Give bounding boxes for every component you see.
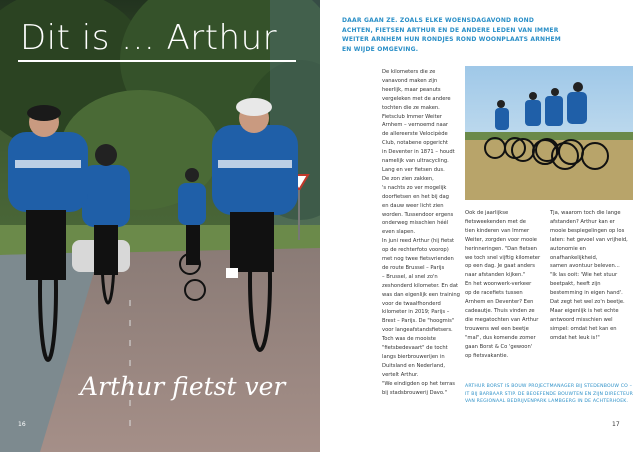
body-text-line: – Brussel, al snel zo'n xyxy=(382,273,438,280)
body-text-line: De kilometers die ze xyxy=(382,69,436,75)
body-text-line: "We eindigden op het terras xyxy=(382,380,455,387)
body-text-line: de route Brussel – Parijs xyxy=(382,264,445,271)
body-text-line: langs bierbrouwerijen in xyxy=(382,354,445,360)
body-text-line: Tja, waarom toch die lange xyxy=(550,210,621,216)
body-text-line: bij stadsbrouwerij Davo." xyxy=(382,389,447,396)
body-text-line: Ook de jaarlijkse xyxy=(465,210,509,216)
body-text-line: op de rechterfoto voorop) xyxy=(382,247,449,254)
body-text-line: voor langeafstandsfietsers. xyxy=(382,327,453,334)
body-text-line: Maar eigenlijk is het echte xyxy=(550,307,619,314)
body-text-line: trouwens wel een beetje xyxy=(465,325,529,332)
body-text-line: "mal", dus komende zomer xyxy=(465,334,536,341)
page-number-left: 16 xyxy=(18,421,26,428)
body-text-line: Weiter, zorgden voor mooie xyxy=(465,236,537,243)
group-ride-photo xyxy=(465,66,633,200)
body-text-line: vergeleken met de andere xyxy=(382,95,451,102)
body-text-line: op een dag. Je gaat anders xyxy=(465,263,535,270)
body-text-line: Arnhem en Deventer? Een xyxy=(465,299,534,306)
body-text-line: Toch was de mooiste xyxy=(382,336,436,343)
text-column-3 xyxy=(550,209,632,343)
body-text-line: De zon zien zakken, xyxy=(382,175,434,182)
body-text-line: antwoord misschien wel xyxy=(550,316,613,323)
page-number-right: 17 xyxy=(612,421,620,428)
body-text-line: doorfietsen en het bij dag xyxy=(382,193,449,200)
body-text-line: zeshonderd kilometer. En dat xyxy=(382,282,459,289)
body-text-line: op fietsvakantie. xyxy=(465,352,509,359)
body-text-line: was dan eigenlijk een training xyxy=(382,291,460,298)
body-text-line: "fietsbedevaart" de tocht xyxy=(382,345,448,352)
body-text-line: simpel: omdat het kan en xyxy=(550,325,617,332)
body-text-line: Fietsclub Immer Weiter xyxy=(382,113,442,120)
body-text-line: Lang en ver fietsen dus. xyxy=(382,166,445,173)
body-text-line: vertelt Arthur. xyxy=(382,371,419,378)
body-text-line: laten: het gevoel van vrijheid, xyxy=(550,236,628,243)
body-text-line: met nog twee fietsvrienden xyxy=(382,256,454,263)
body-text-line: beetpakt, heeft zijn xyxy=(550,281,601,288)
body-text-line: onderweg misschien héél xyxy=(382,220,449,227)
body-text-line: bestemming in eigen hand'. xyxy=(550,290,623,297)
body-text-line: Duitsland en Nederland, xyxy=(382,362,445,369)
body-text-line: In juni reed Arthur (hij fietst xyxy=(382,238,455,245)
body-text-line: heerlijk, maar peanuts xyxy=(382,86,441,93)
body-text-line: cadeautje. Thuis vinden ze xyxy=(465,307,535,314)
body-text-line: tochten die ze maken. xyxy=(382,104,440,111)
body-text-line: op de racefiets tussen xyxy=(465,290,523,297)
body-text-line: Arnhem – vernoemd naar xyxy=(382,122,449,129)
title-underline xyxy=(18,60,296,62)
body-text-line: in Deventer in 1871 – houdt xyxy=(382,149,455,156)
body-text-line: namelijk van ultracycling. xyxy=(382,158,449,165)
body-text-line: "Ik las ooit: 'Wie het stuur xyxy=(550,272,618,279)
body-text-line: worden. Tussendoor ergens xyxy=(382,211,454,218)
body-text-line: 's nachts zo ver mogelijk xyxy=(382,184,447,191)
body-text-line: afstanden? Arthur kan er xyxy=(550,218,615,225)
body-text-line: gaan Borst & Co 'gewoon' xyxy=(465,343,533,350)
body-text-line: En het woonwerk-verkeer xyxy=(465,281,532,288)
body-text-line: kilometer in 2019; Parijs – xyxy=(382,309,450,316)
right-page xyxy=(320,0,640,452)
body-text-line: mooie bespiegelingen op los xyxy=(550,227,625,234)
body-text-line: Brest – Parijs. De "hoogmis" xyxy=(382,318,455,325)
body-text-line: fietsweekenden met de xyxy=(465,218,526,225)
text-column-2 xyxy=(465,209,547,360)
body-text-line: die megatochten van Arthur xyxy=(465,316,539,323)
body-text-line: vanavond maken zijn xyxy=(382,77,438,84)
body-text-line: tien kinderen van Immer xyxy=(465,227,530,234)
body-text-line: de allereerste Velocipède xyxy=(382,131,448,138)
article-title: Dit is ... Arthur xyxy=(20,18,278,58)
body-text-line: samen avontuur beleven... xyxy=(550,263,620,270)
body-text-line: Club, notabene opgericht xyxy=(382,140,448,147)
body-text-line: voor de twaalfhonderd xyxy=(382,300,441,307)
intro-text: DAAR GAAN ZE. ZOALS ELKE WOENSDAGAVOND ROND ACHTEN, FIETSEN ARTHUR EN DE ANDERE LEDEN VAN IMMER WEITER ARNHEM HUN RONDJES ROND WOONPLAATS ARNHEM EN WIJDE OMGEVING. xyxy=(342,17,561,53)
body-text-line: herinneringen. "Dan fietsen xyxy=(465,245,537,252)
body-text-line: omdat het leuk is!" xyxy=(550,334,600,341)
body-text-line: autonomie en onafhankelijkheid, xyxy=(550,245,598,261)
body-text-line: we toch snel vijftig kilometer xyxy=(465,254,541,261)
body-text-line: naar afstanden kijken." xyxy=(465,272,526,279)
text-column-1 xyxy=(382,68,462,398)
body-text-line: Dat zegt het wel zo'n beetje. xyxy=(550,299,625,306)
body-text-line: even slapen. xyxy=(382,229,416,236)
author-footnote: ARTHUR BORST IS BOUW PROJECTMANAGER BIJ STEDENBOUW CO – IT BIJ BARBAAR STIP. DE BEOEFENDE BOUWTEN EN ZIJN DIRECTEUR VAN REGIONAAL BEDRIJVENPARK LAMBGERG IN DE ACHTERHOEK. xyxy=(465,384,634,404)
body-text-line: en dauw weer licht zien xyxy=(382,202,444,209)
article-subtitle: Arthur fietst ver xyxy=(80,372,286,401)
